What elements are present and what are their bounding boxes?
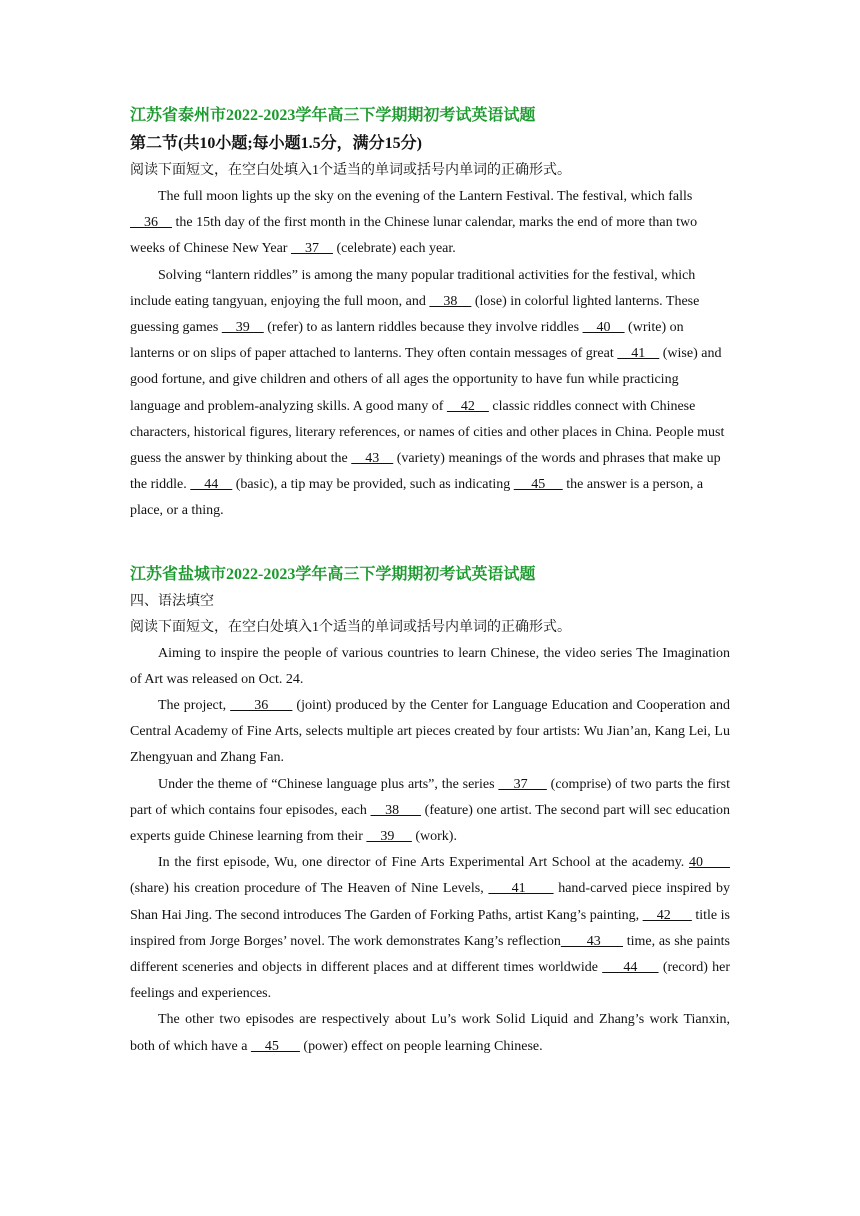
blank-number: 39 bbox=[366, 829, 412, 845]
blank-number: 37 bbox=[498, 776, 547, 792]
blank-number: 42 bbox=[446, 398, 489, 414]
instruction-text: 阅读下面短文，在空白处填入1个适当的单词或括号内单词的正确形式。 bbox=[130, 619, 571, 635]
section-yancheng bbox=[130, 561, 730, 1060]
passage-text: The project, bbox=[158, 698, 231, 714]
passage-text: the 15th day of the first month in the Chinese lunar calendar, marks the end of more than two weeks of Chinese New Year bbox=[130, 215, 698, 257]
passage-text: (record) her feelings and experiences. bbox=[130, 960, 731, 1002]
blank-number: 40 bbox=[689, 855, 731, 871]
passage-text: (variety) meanings of the words and phrases that make up the riddle. bbox=[130, 451, 721, 493]
blank-number: 37 bbox=[290, 241, 333, 257]
passage-text: classic riddles connect with Chinese characters, historical figures, literary references, or names of cities and other places in China. People must guess the answer by thinking about the bbox=[130, 398, 725, 467]
blank-number: 42 bbox=[642, 907, 692, 923]
blank-number: 38 bbox=[429, 293, 472, 309]
passage-text: hand-carved piece inspired by Shan Hai Jing. The second introduces The Garden of Forking Paths, artist Kang’s painting, bbox=[130, 881, 730, 923]
passage-text: (wise) and good fortune, and give children and others of all ages the opportunity to have fun while practicing language and problem-analyzing skills. A good many of bbox=[130, 346, 722, 414]
blank-number: 44 bbox=[602, 960, 659, 976]
passage-text: (power) effect on people learning Chinese. bbox=[299, 1038, 543, 1054]
passage-paragraph bbox=[130, 772, 730, 851]
passage bbox=[130, 184, 730, 525]
blank-number: 36 bbox=[130, 215, 172, 231]
document-page bbox=[130, 100, 730, 1060]
passage-paragraph bbox=[130, 850, 730, 1007]
blank-number: 36 bbox=[230, 698, 293, 714]
passage-text: title is inspired from Jorge Borges’ novel. The work demonstrates Kang’s reflection bbox=[130, 907, 730, 949]
passage-text: (refer) to as lantern riddles because they involve riddles bbox=[263, 320, 583, 336]
section-heading: 第二节(共10小题;每小题1.5分，满分15分) bbox=[130, 135, 422, 152]
passage-paragraph bbox=[130, 641, 730, 693]
passage-text: (write) on lanterns or on slips of paper attached to lanterns. They often contain messages of great bbox=[130, 320, 684, 362]
passage-text: The full moon lights up the sky on the evening of the Lantern Festival. The festival, which falls bbox=[158, 189, 693, 204]
passage-text: In the first episode, Wu, one director of Fine Arts Experimental Art School at the academy. bbox=[158, 855, 690, 871]
passage-text: (feature) one artist. The second part will sec education experts guide Chinese learning from their bbox=[130, 802, 730, 845]
section-taizhou bbox=[130, 102, 730, 525]
section-title: 江苏省盐城市2022-2023学年高三下学期期初考试英语试题 bbox=[130, 565, 536, 583]
passage-text: (share) his creation procedure of The Heaven of Nine Levels, bbox=[130, 881, 489, 897]
passage-text: the answer is a person, a place, or a thing. bbox=[130, 477, 704, 519]
blank-number: 40 bbox=[582, 320, 625, 336]
blank-number: 41 bbox=[488, 881, 554, 897]
passage-paragraph bbox=[130, 184, 730, 263]
passage-paragraph bbox=[130, 1007, 730, 1059]
passage-text: The other two episodes are respectively about Lu’s work Solid Liquid and Zhang’s work Tianxin, both of which have a bbox=[130, 1012, 730, 1054]
passage-paragraph bbox=[130, 263, 730, 525]
passage-text: Solving “lantern riddles” is among the many popular traditional activities for the festival, which include eating tangyuan, enjoying the full moon, and bbox=[130, 267, 696, 309]
blank-number: 41 bbox=[617, 346, 660, 362]
blank-number: 43 bbox=[560, 933, 624, 949]
blank-number: 39 bbox=[221, 320, 264, 336]
passage-text: (comprise) of two parts the first part of which contains four episodes, each bbox=[130, 776, 730, 818]
passage-text: (lose) in colorful lighted lanterns. These guessing games bbox=[130, 293, 700, 336]
passage-text: (work). bbox=[411, 829, 457, 845]
passage-paragraph bbox=[130, 693, 730, 772]
blank-number: 43 bbox=[351, 451, 394, 467]
passage-text: (basic), a tip may be provided, such as indicating bbox=[232, 477, 514, 493]
blank-number: 38 bbox=[370, 802, 422, 818]
passage bbox=[130, 641, 730, 1060]
passage-text: (joint) produced by the Center for Language Education and Cooperation and Central Academy of Fine Arts, selects multiple art pieces created by four artists: Wu Jian’an, Kang Lei, Lu Zhengyuan and Zhang Fan. bbox=[130, 698, 730, 766]
blank-number: 45 bbox=[250, 1038, 300, 1054]
passage-text: Under the theme of “Chinese language plus arts”, the series bbox=[158, 776, 499, 792]
section-heading: 四、语法填空 bbox=[130, 593, 214, 609]
passage-text: (celebrate) each year. bbox=[332, 241, 456, 257]
passage-text: Aiming to inspire the people of various countries to learn Chinese, the video series The Imagination of Art was released on Oct. 24. bbox=[130, 645, 730, 687]
instruction-text: 阅读下面短文，在空白处填入1个适当的单词或括号内单词的正确形式。 bbox=[130, 163, 571, 178]
blank-number: 44 bbox=[190, 477, 233, 493]
section-title: 江苏省泰州市2022-2023学年高三下学期期初考试英语试题 bbox=[130, 107, 536, 124]
blank-number: 45 bbox=[513, 477, 563, 493]
passage-text: time, as she paints different sceneries and objects in different places and at different times worldwide bbox=[130, 933, 731, 976]
